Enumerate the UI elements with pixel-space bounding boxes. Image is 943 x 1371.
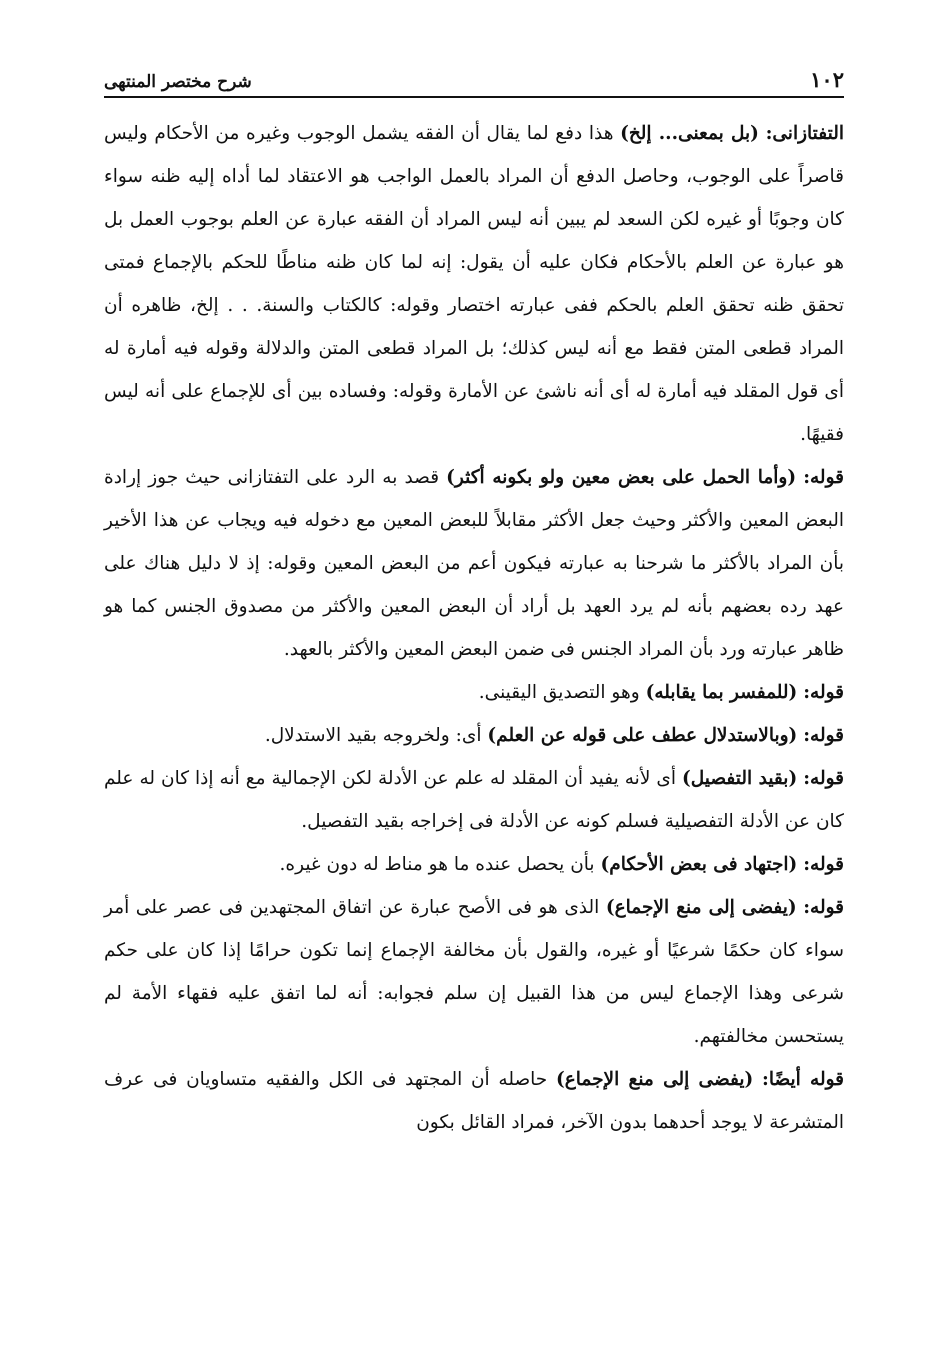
running-header xyxy=(104,52,844,98)
quoted-phrase: (يفضى إلى منع الإجماع) xyxy=(555,1069,754,1090)
commentary-speaker: قوله: xyxy=(803,467,844,488)
paragraph-text: حاصله أن المجتهد فى الكل والفقيه متساويان فى عرف المتشرعة لا يوجد أحدهما بدون الآخر، فمراد القائل بكون xyxy=(104,1069,844,1133)
paragraph xyxy=(104,1058,844,1144)
commentary-speaker: قوله أيضًا: xyxy=(761,1069,845,1090)
paragraph xyxy=(104,757,844,843)
document-page xyxy=(104,52,844,1144)
commentary-speaker: التفتازانى: xyxy=(765,123,844,144)
quoted-phrase: (يفضى إلى منع الإجماع) xyxy=(605,897,797,918)
commentary-speaker: قوله: xyxy=(803,682,844,703)
quoted-phrase: (للمفسر بما يقابله) xyxy=(645,682,798,703)
paragraph-text: أى لأنه يفيد أن المقلد له علم عن الأدلة لكن الإجمالية مع أنه إذا كان له علم كان عن الأدلة التفصيلية فسلم كونه عن الأدلة فى إخراجه بقيد التفصيل. xyxy=(104,768,844,832)
paragraph xyxy=(104,714,844,757)
paragraph xyxy=(104,112,844,456)
paragraph-text: هذا دفع لما يقال أن الفقه يشمل الوجوب وغيره من الأحكام وليس قاصراً على الوجوب، وحاصل الدفع أن المراد بالعمل الواجب هو الاعتقاد لما أداه إليه ظنه سواء كان وجوبًا أو غيره لكن السعد لم يبين أنه ليس المراد أن الفقه عبارة عن العلم بوجوب العمل بل هو عبارة عن العلم بالأحكام فكان عليه أن يقول: إنه لما كان ظنه مناطًا للحكم بالإجماع فمتى تحقق ظنه تحقق العلم بالحكم ففى عبارته اختصار وقوله: كالكتاب والسنة. . . إلخ، ظاهره أن المراد قطعى المتن فقط مع أنه ليس كذلك؛ بل المراد قطعى المتن والدلالة وقوله فيه أمارة له أى قول المقلد فيه أمارة له أى أنه ناشئ عن الأمارة وقوله: وفساده بين أى للإجماع على أنه ليس فقيهًا. xyxy=(104,123,844,445)
commentary-speaker: قوله: xyxy=(803,854,844,875)
quoted-phrase: (وبالاستدلال عطف على قوله عن العلم) xyxy=(487,725,798,746)
commentary-speaker: قوله: xyxy=(803,897,844,918)
paragraph-text: الذى هو فى الأصح عبارة عن اتفاق المجتهدين فى عصر على أمر سواء كان حكمًا شرعيًا أو غيره، والقول بأن مخالفة الإجماع إنما تكون حرامًا إذا كان على حكم شرعى وهذا الإجماع ليس من هذا القبيل إن سلم فجوابه: أنه لما اتفق عليه فقهاء الأمة لم يستحسن مخالفتهم. xyxy=(104,897,844,1047)
commentary-speaker: قوله: xyxy=(803,768,844,789)
commentary-speaker: قوله: xyxy=(803,725,844,746)
paragraph xyxy=(104,886,844,1058)
page-number: ١٠٢ xyxy=(810,67,844,92)
paragraph xyxy=(104,843,844,886)
quoted-phrase: (بل بمعنى... إلخ) xyxy=(620,123,759,144)
book-title: شرح مختصر المنتهى xyxy=(104,72,252,92)
quoted-phrase: (اجتهاد فى بعض الأحكام) xyxy=(600,854,798,875)
paragraph-text: وهو التصديق اليقينى. xyxy=(478,682,640,703)
body-text xyxy=(104,112,844,1144)
quoted-phrase: (وأما الحمل على بعض معين ولو بكونه أكثر) xyxy=(446,467,797,488)
quoted-phrase: (بقيد التفصيل) xyxy=(681,768,798,789)
paragraph-text: بأن يحصل عنده ما هو مناط له دون غيره. xyxy=(279,854,595,875)
paragraph-text: أى: ولخروجه بقيد الاستدلال. xyxy=(264,725,482,746)
paragraph-text: قصد به الرد على التفتازانى حيث جوز إرادة البعض المعين والأكثر وحيث جعل الأكثر مقابلاً للبعض المعين مع دخوله فيه ويجاب عن هذا الأخير بأن المراد بالأكثر ما شرحنا به عبارته فيكون أعم من البعض المعين وقوله: إذ لا دليل هناك على عهد رده بعضهم بأنه لم يرد العهد بل أراد أن البعض المعين والأكثر من مصدوق الجنس كما هو ظاهر عبارته ورد بأن المراد الجنس فى ضمن البعض المعين والأكثر بالعهد. xyxy=(104,467,844,660)
paragraph xyxy=(104,671,844,714)
paragraph xyxy=(104,456,844,671)
